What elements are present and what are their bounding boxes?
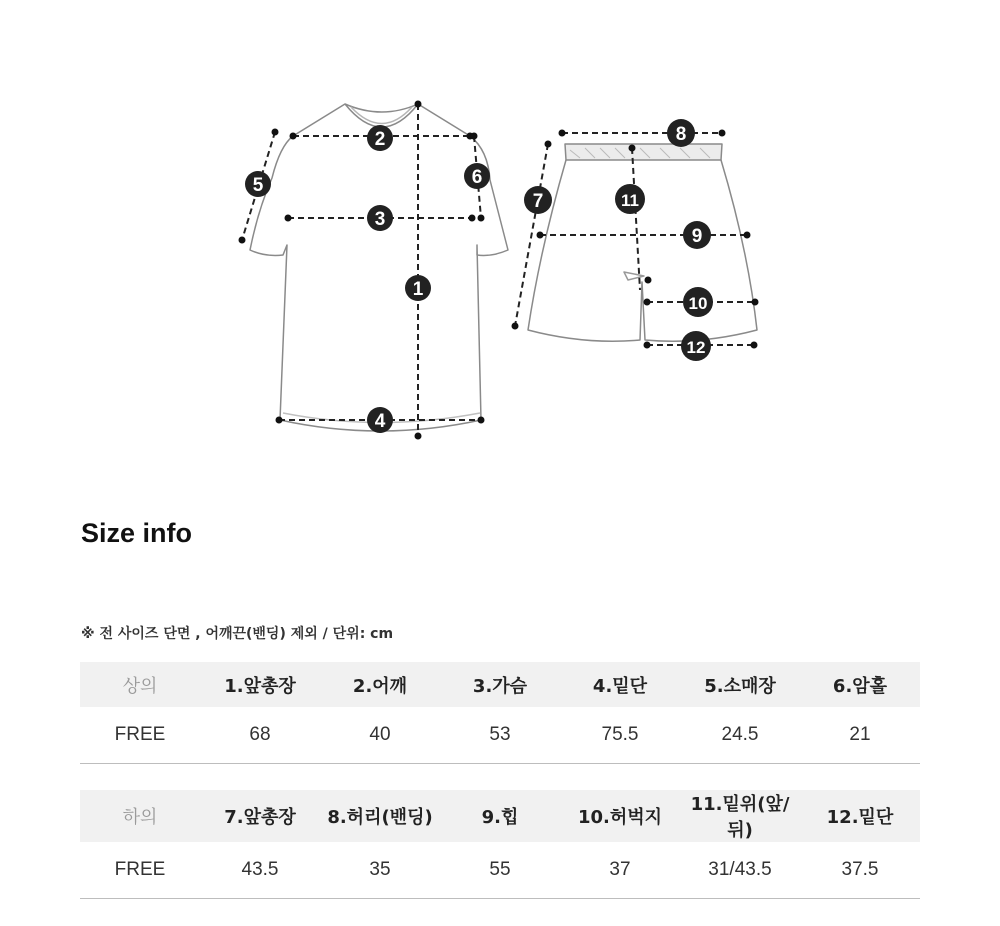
measure-marker-10 [683,287,713,317]
column-header: 9.힙 [440,790,560,842]
size-measurement-diagram [0,0,1000,460]
svg-text:2: 2 [374,129,386,150]
measure-marker-1 [405,275,431,301]
tshirt-outline [250,104,508,431]
svg-text:1: 1 [412,279,424,300]
shorts-outline [528,144,757,341]
category-label: 상의 [80,662,200,707]
column-header: 8.허리(밴딩) [320,790,440,842]
measure-marker-11 [615,184,645,214]
svg-text:8: 8 [675,124,687,145]
measure-marker-4 [367,407,393,433]
table-cell: 68 [200,707,320,764]
table-row [80,707,920,764]
table-cell: 21 [800,707,920,764]
svg-text:6: 6 [471,167,483,188]
measure-marker-12 [681,331,711,361]
table-header-row [80,790,920,842]
column-header: 6.암홀 [800,662,920,707]
svg-text:12: 12 [686,338,706,357]
table-cell: 53 [440,707,560,764]
svg-text:5: 5 [252,175,264,196]
measure-marker-5 [245,171,271,197]
svg-text:9: 9 [691,226,703,247]
svg-text:4: 4 [374,411,386,432]
table-cell: 37 [560,842,680,899]
size-label: FREE [80,842,200,899]
column-header: 2.어깨 [320,662,440,707]
table-cell: 24.5 [680,707,800,764]
column-header: 11.밑위(앞/뒤) [680,790,800,842]
svg-text:3: 3 [374,209,386,230]
section-title: Size info [81,518,193,548]
size-label: FREE [80,707,200,764]
bottom-size-table [80,790,920,899]
measure-marker-8 [667,119,695,147]
measure-marker-3 [367,205,393,231]
measurement-note: ※ 전 사이즈 단면 , 어깨끈(밴딩) 제외 / 단위: cm [81,626,394,642]
column-header: 3.가슴 [440,662,560,707]
measure-marker-2 [367,125,393,151]
measure-marker-7 [524,186,552,214]
table-cell: 37.5 [800,842,920,899]
measure-marker-6 [464,163,490,189]
column-header: 4.밑단 [560,662,680,707]
table-cell: 35 [320,842,440,899]
table-row [80,842,920,899]
column-header: 1.앞총장 [200,662,320,707]
table-cell: 31/43.5 [680,842,800,899]
column-header: 7.앞총장 [200,790,320,842]
table-cell: 75.5 [560,707,680,764]
measure-marker-9 [683,221,711,249]
column-header: 12.밑단 [800,790,920,842]
table-cell: 43.5 [200,842,320,899]
table-header-row [80,662,920,707]
svg-text:7: 7 [532,191,544,212]
svg-text:10: 10 [688,294,708,313]
category-label: 하의 [80,790,200,842]
table-cell: 55 [440,842,560,899]
column-header: 5.소매장 [680,662,800,707]
column-header: 10.허벅지 [560,790,680,842]
svg-text:11: 11 [621,191,639,210]
top-size-table [80,662,920,764]
table-cell: 40 [320,707,440,764]
